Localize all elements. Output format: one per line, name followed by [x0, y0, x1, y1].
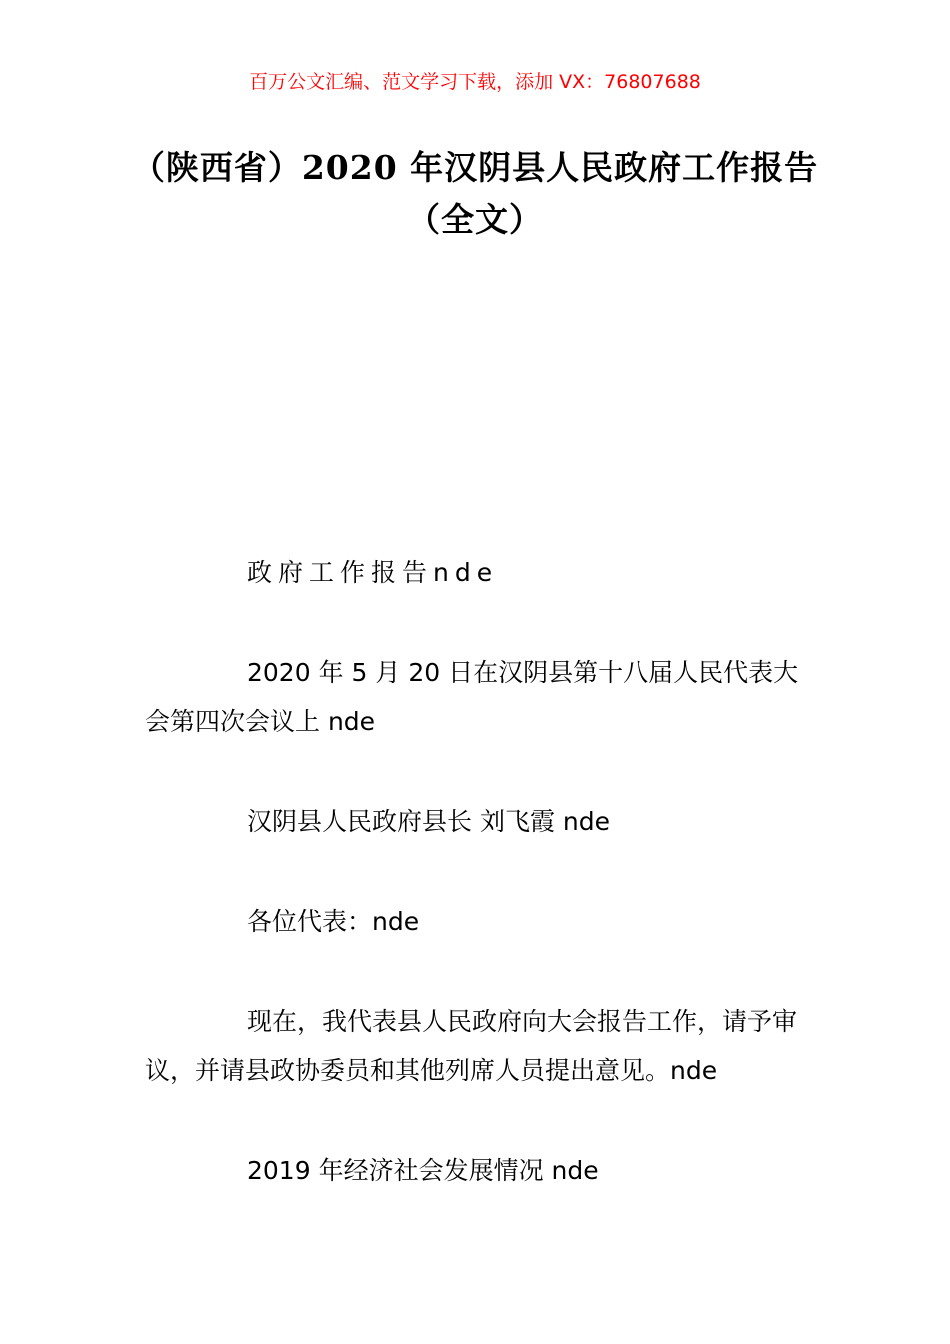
- paragraph-speaker: 汉阴县人民政府县长 刘飞霞 nde: [247, 807, 610, 836]
- promo-banner: 百万公文汇编、范文学习下载，添加 VX：76807688: [249, 71, 701, 93]
- paragraph-opening: 现在，我代表县人民政府向大会报告工作，请予审议，并请县政协委员和其他列席人员提出意见。nde: [145, 1007, 798, 1085]
- paragraph-salutation: 各位代表：nde: [247, 907, 420, 936]
- paragraph-meeting-info: 2020 年 5 月 20 日在汉阴县第十八届人民代表大会第四次会议上 nde: [145, 658, 799, 736]
- paragraph-report-heading: 政府工作报告nde: [247, 558, 499, 587]
- document-title: （陕西省）2020 年汉阴县人民政府工作报告（全文）: [131, 148, 819, 239]
- section-heading-2019: 2019 年经济社会发展情况 nde: [247, 1156, 599, 1185]
